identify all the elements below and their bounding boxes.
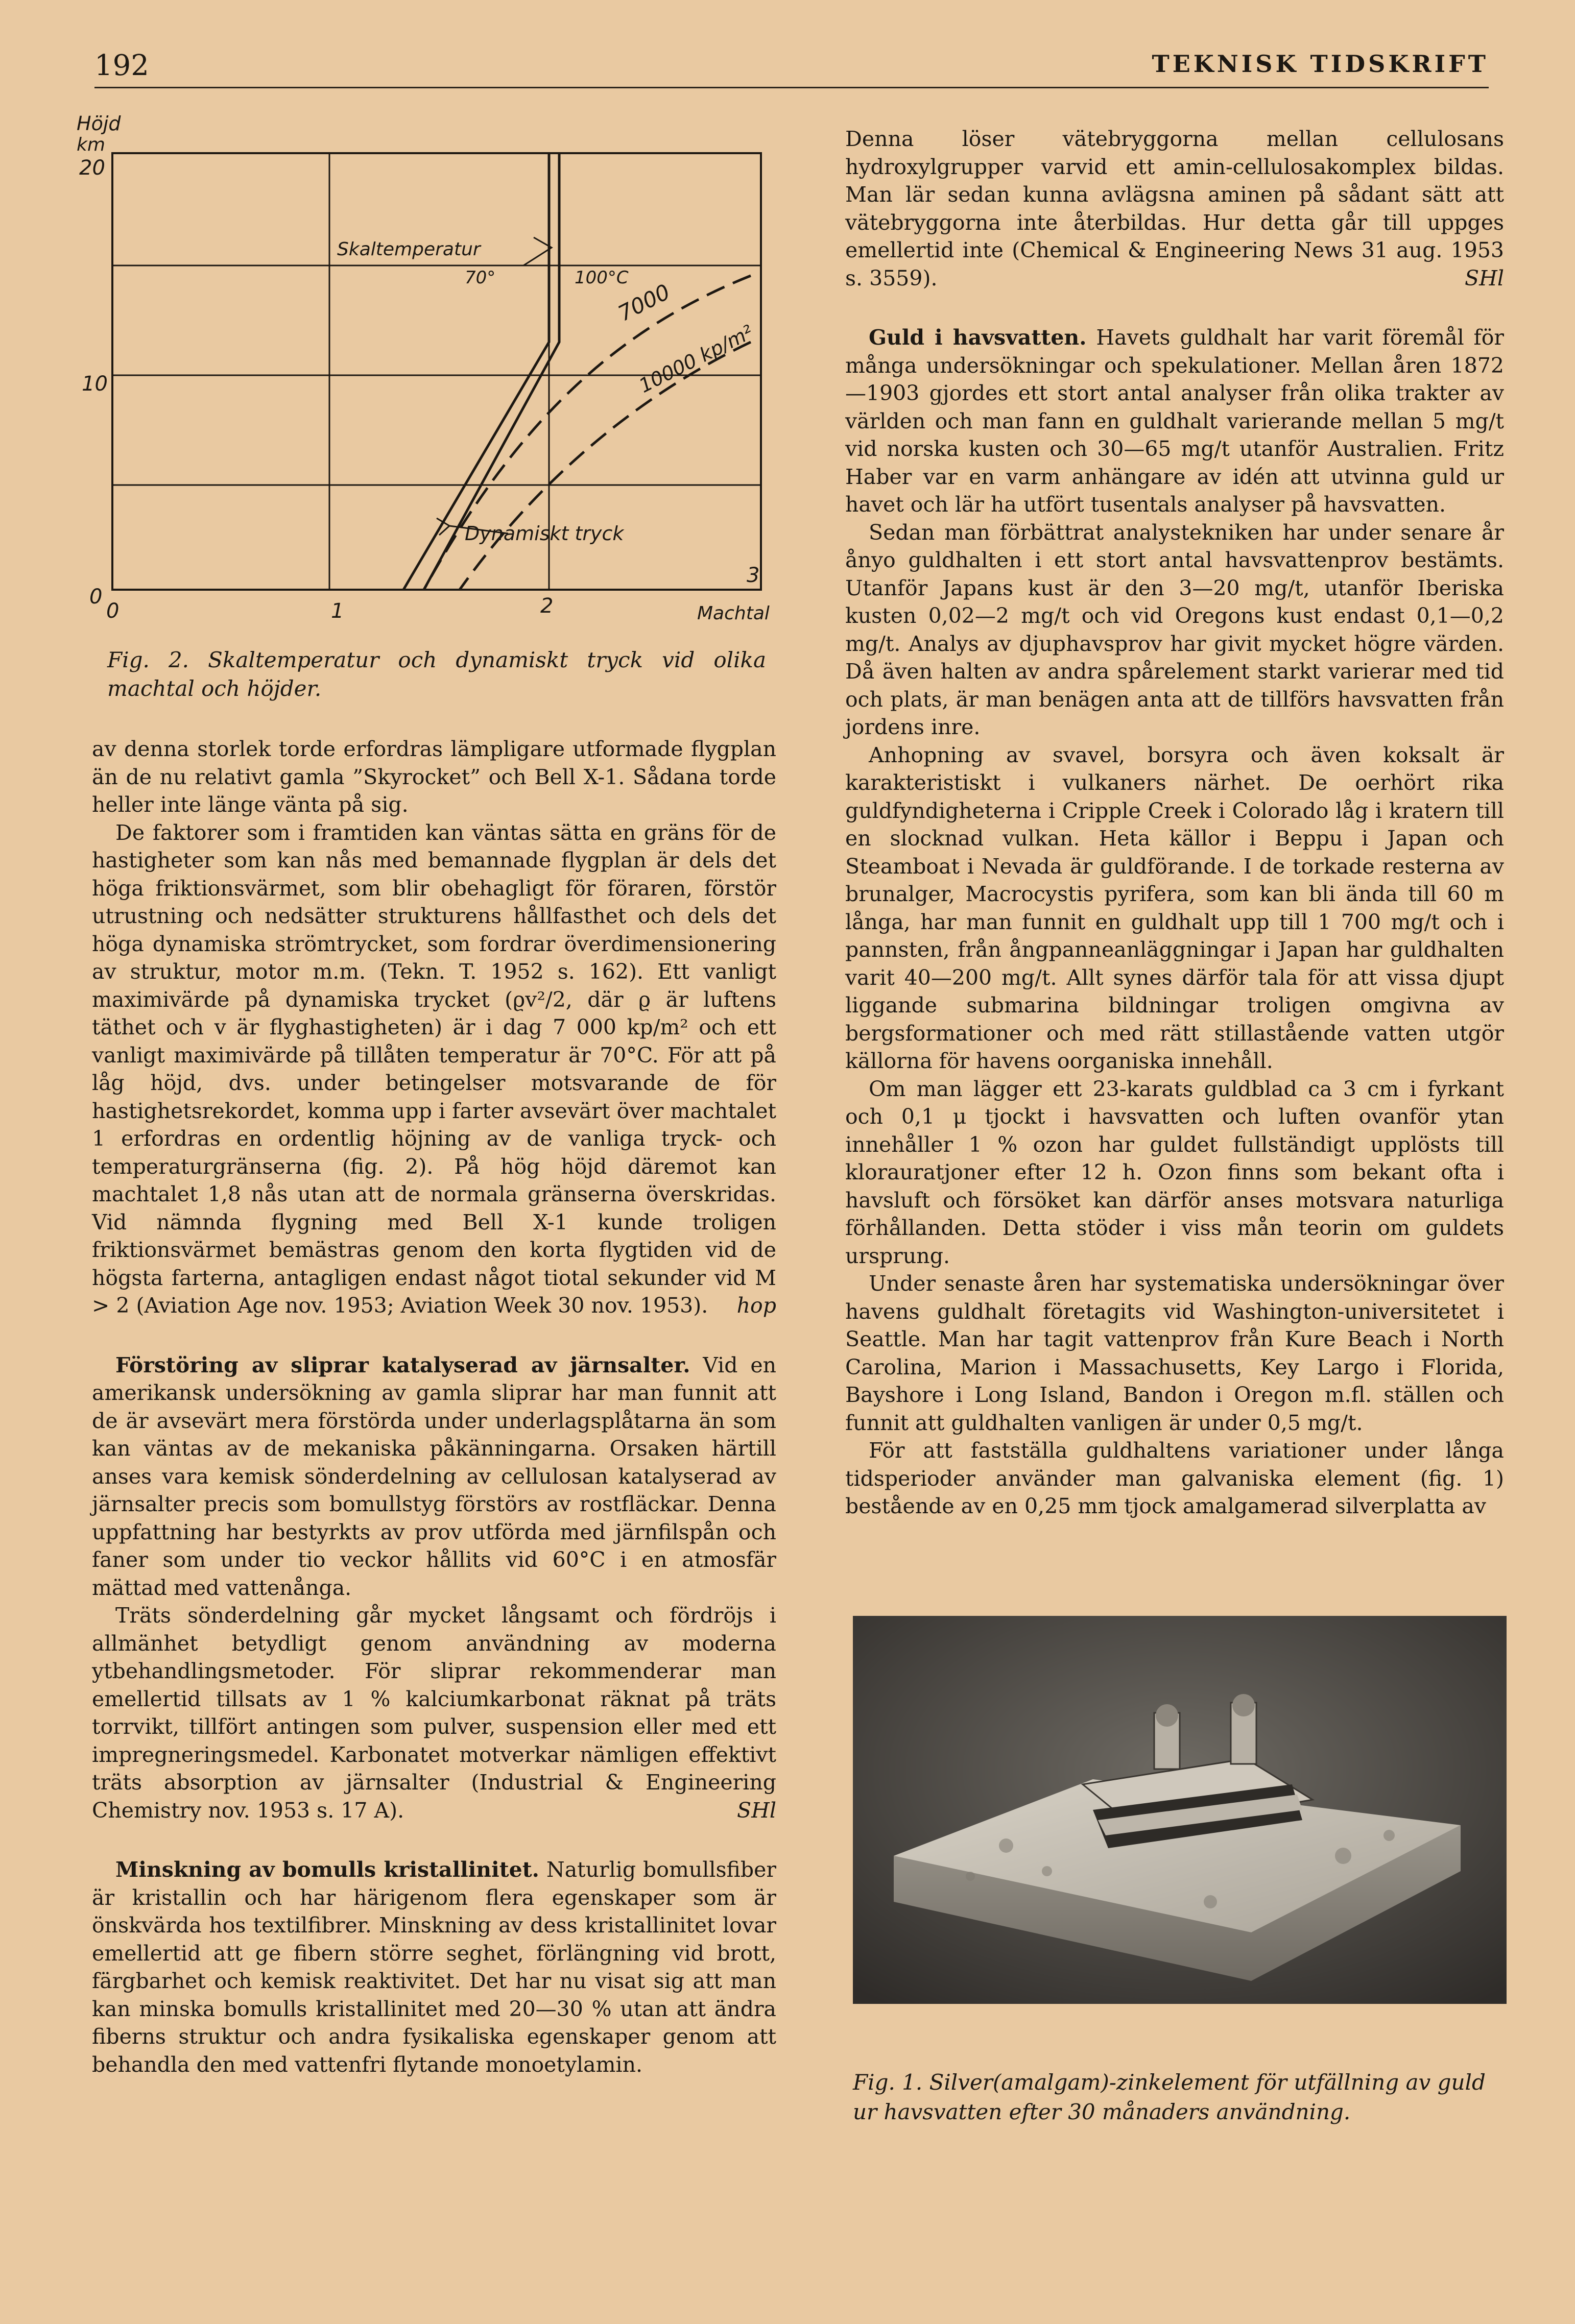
label-100: 100°C xyxy=(575,268,629,288)
y-axis-label-2: km xyxy=(77,134,105,155)
signature: SHl xyxy=(737,1798,776,1823)
article-forstoring: Förstöring av sliprar katalyserad av järnsalter. Vid en amerikansk undersökning av gamla sliprar har man funnit att de är avsevärt mera förstörda under underlagsplåtarna än som kan väntas av de mekaniska påkänningarna. Orsaken härtill anses vara kemisk sönderdelning av cellulosan katalyserad av järnsalter precis som bomullstyg förstörs av rostfläckar. Denna uppfattning har bestyrkts av prov utförda med järnfilspån och faner som under tio veckor hållits vid 60°C i en atmosfär mättad med vattenånga. xyxy=(92,1352,776,1600)
leader-skin xyxy=(523,237,552,265)
article-heading: Förstöring av sliprar katalyserad av järnsalter. xyxy=(115,1352,690,1377)
figure-1-caption: Fig. 1. Silver(amalgam)-zinkelement för utfällning av guld ur havsvatten efter 30 månaders användning. xyxy=(853,2070,1486,2124)
figure-2 xyxy=(71,107,776,623)
left-column xyxy=(92,735,776,2078)
figure-1-photo xyxy=(853,1616,1507,2004)
journal-title: TEKNISK TIDSKRIFT xyxy=(1152,50,1489,78)
header-rule xyxy=(94,87,1489,88)
article-heading: Minskning av bomulls kristallinitet. xyxy=(115,1857,539,1882)
x-axis-label: Machtal xyxy=(697,603,770,623)
paragraph: Sedan man förbättrat analystekniken har under senare år ånyo guldhalten i ett stort antal havsvattenprov bestämts. Utanför Japans kust är den 3—20 mg/t, utanför Iberiska kusten 0,02—2 mg/t och vid Oregons kust endast 0,1—0,2 mg/t. Analys av djuphavsprov har givit mycket högre värden. Då även halten av andra spårelement starkt varierar med tid och plats, är man benägen anta att de tillförs havsvatten från jordens inre. xyxy=(845,520,1504,739)
page-number: 192 xyxy=(94,49,149,82)
signature: SHl xyxy=(1465,265,1504,290)
x-tick-3: 3 xyxy=(747,564,760,587)
y-tick-20: 20 xyxy=(79,156,105,180)
paragraph: Under senaste åren har systematiska undersökningar över havens guldhalt företagits vid Washington-universitetet i Seattle. Man har tagit vattenprov från Kure Beach i North Carolina, Marion i Massachusetts, Key Largo i Florida, Bayshore i Long Island, Bandon i Oregon m.fl. ställen och funnit att guldhalten vanligen är under 0,5 mg/t. xyxy=(845,1271,1504,1435)
paragraph: De faktorer som i framtiden kan väntas sätta en gräns för de hastigheter som kan nås med bemannade flygplan är dels det höga friktionsvärmet, som blir obehagligt för föraren, förstör utrustning och nedsätter strukturens hållfasthet och dels det höga dynamiska strömtrycket, som fordrar överdimensionering av struktur, motor m.m. (Tekn. T. 1952 s. 162). Ett vanligt maximivärde på dynamiska trycket (ϱv²/2, där ϱ är luftens täthet och v är flyghastigheten) är i dag 7 000 kp/m² och ett vanligt maximivärde på tillåten temperatur är 70°C. För att på låg höjd, dvs. under betingelser motsvarande de för hastighetsrekordet, komma upp i farter avsevärt över machtalet 1 erfordras en ordentlig höjning av de vanliga tryck- och temperaturgränserna (fig. 2). På hög höjd däremot kan machtalet 1,8 nås utan att de normala gränserna överskridas. Vid nämnda flygning med Bell X-1 kunde troligen friktionsvärmet bemästras genom den korta flygtiden vid de högsta farterna, antagligen endast något tiotal sekunder vid M > 2 (Aviation Age nov. 1953; Aviation Week 30 nov. 1953). hop xyxy=(92,819,776,1320)
paragraph: Denna löser vätebryggorna mellan cellulosans hydroxylgrupper varvid ett amin-cellulosakomplex bildas. Man lär sedan kunna avlägsna aminen på sådant sätt att vätebryggorna inte återbildas. Hur detta går till uppges emellertid inte (Chemical & Engineering News 31 aug. 1953 s. 3559). SHl xyxy=(845,125,1504,292)
x-tick-2: 2 xyxy=(540,594,554,618)
label-skaltemperatur: Skaltemperatur xyxy=(337,239,481,260)
page-header xyxy=(94,45,1489,86)
paragraph: Om man lägger ett 23-karats guldblad ca 3 cm i fyrkant och 0,1 μ tjockt i havsvatten och luften ovanför ytan innehåller 1 % ozon har guldet fullständigt upplösts till klorauratjoner efter 12 h. Ozon finns som bekant ofta i havsluft och försöket kan därför anses motsvara naturliga förhållanden. Detta stöder i viss mån teorin om guldets ursprung. xyxy=(845,1076,1504,1268)
paragraph: För att fastställa guldhaltens variationer under långa tidsperioder använder man galvaniska element (fig. 1) bestående av en 0,25 mm tjock amalgamerad silverplatta av xyxy=(845,1438,1504,1518)
paragraph: av denna storlek torde erfordras lämpligare utformade flygplan än de nu relativt gamla ”Skyrocket” och Bell X-1. Sådana torde heller inte länge vänta på sig. xyxy=(92,737,776,817)
x-tick-0: 0 xyxy=(106,599,120,623)
label-dynamiskt-tryck: Dynamiskt tryck xyxy=(465,522,624,545)
article-bomull: Minskning av bomulls kristallinitet. Naturlig bomullsfiber är kristallin och har härigenom flera egenskaper som är önskvärda hos textilfibrer. Minskning av dess kristallinitet lovar emellertid att ge fibern större seghet, förlängning vid brott, färgbarhet och kemisk reaktivitet. Det har nu visat sig att man kan minska bomulls kristallinitet med 20—30 % utan att ändra fiberns struktur och andra fysikaliska egenskaper genom att behandla den med vattenfri flytande monoetylamin. xyxy=(92,1857,776,2077)
right-column xyxy=(845,125,1504,1520)
article-guld: Guld i havsvatten. Havets guldhalt har varit föremål för många undersökningar och spekulationer. Mellan åren 1872—1903 gjordes ett stort antal analyser från olika trakter av världen och man fann en guldhalt varierande mellan 5 mg/t vid norska kusten och 30—65 mg/t utanför Australien. Fritz Haber var en varm anhängare av idén att utvinna guld ur havet och lär ha utfört tusentals analyser på havsvatten. xyxy=(845,325,1504,517)
paragraph: Anhopning av svavel, borsyra och även koksalt är karakteristiskt i vulkaners närhet. De oerhört rika guldfyndigheterna i Cripple Creek i Colorado låg i kratern till en slocknad vulkan. Heta källor i Beppu i Japan och Steamboat i Nevada är guldförande. I de torkade resterna av brunalger, Macrocystis pyrifera, som kan bli ända till 60 m långa, har man funnit en guldhalt upp till 1 700 mg/t och i pannsten, från ångpanneanläggningar i Japan har guldhalten varit 40—200 mg/t. Allt synes därför tala för att vissa djupt liggande submarina bildningar troligen omgivna av bergsformationer och med rätt stillastående vatten utgör källorna för havens oorganiska innehåll. xyxy=(845,742,1504,1073)
figure-2-caption: Fig. 2. Skaltemperatur och dynamiskt tryck vid olika machtal och höjder. xyxy=(107,647,766,701)
y-axis-label-1: Höjd xyxy=(77,112,121,135)
paragraph: Träts sönderdelning går mycket långsamt och fördröjs i allmänhet betydligt genom användning av moderna ytbehandlingsmetoder. För sliprar rekommenderar man emellertid tillsats av 1 % kalciumkarbonat räknat på träts torrvikt, tillfört antingen som pulver, suspension eller med ett impregneringsmedel. Karbonatet motverkar nämligen effektivt träts absorption av järnsalter (Industrial & Engineering Chemistry nov. 1953 s. 17 A). SHl xyxy=(92,1602,776,1824)
label-10000: 10000 kp/m² xyxy=(635,320,757,398)
y-tick-0: 0 xyxy=(89,585,103,609)
signature: hop xyxy=(736,1293,776,1318)
y-tick-10: 10 xyxy=(82,372,108,396)
x-tick-1: 1 xyxy=(331,599,344,623)
label-7000: 7000 xyxy=(614,279,674,326)
article-heading: Guld i havsvatten. xyxy=(869,325,1087,350)
figure-2-diagram xyxy=(71,107,776,623)
label-70: 70° xyxy=(465,268,496,288)
photo-zinc-element xyxy=(853,1616,1507,2004)
